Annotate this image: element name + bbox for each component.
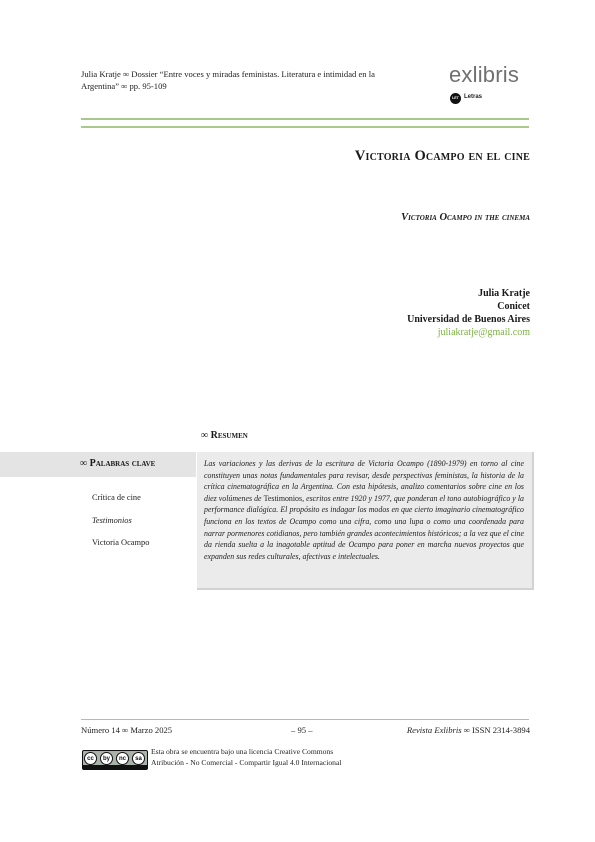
logo-subtitle: Letras (464, 94, 483, 100)
nc-icon: nc (116, 752, 129, 765)
cc-icon: cc (84, 752, 97, 765)
author-affiliation-2: Universidad de Buenos Aires (407, 314, 530, 325)
keyword-item: Crítica de cine (92, 493, 141, 502)
keyword-item: Victoria Ocampo (92, 538, 150, 547)
header-citation (81, 69, 411, 92)
license-text (151, 746, 341, 768)
article-title: Victoria Ocampo en el cine (354, 148, 530, 164)
journal-logo (445, 62, 535, 112)
author-affiliation-1: Conicet (497, 301, 530, 312)
header-divider-top (81, 118, 529, 120)
cc-badge-strip (83, 765, 147, 769)
author-name: Julia Kratje (478, 288, 530, 299)
letras-badge-icon: LET (450, 93, 461, 104)
citation-line-1: Julia Kratje ∞ Dossier “Entre voces y miradas feministas. Literatura e intimidad en la (81, 69, 375, 79)
author-email-link[interactable]: juliakratje@gmail.com (437, 327, 530, 338)
footer-divider (81, 719, 529, 720)
by-icon: by (100, 752, 113, 765)
abstract-text-testimonios: Testimonios (263, 493, 303, 503)
footer-page-number: – 95 – (291, 725, 313, 735)
footer-issn: ∞ ISSN 2314-3894 (461, 725, 530, 735)
creative-commons-badge[interactable] (82, 750, 148, 770)
abstract-heading: ∞ Resumen (201, 430, 248, 441)
keyword-item: Testimonios (92, 516, 132, 525)
footer-issue: Número 14 ∞ Marzo 2025 (81, 725, 173, 735)
license-line-1: Esta obra se encuentra bajo una licencia Creative Commons (151, 747, 334, 756)
citation-line-2: Argentina” ∞ pp. 95-109 (81, 80, 167, 91)
sa-icon: sa (132, 752, 145, 765)
author-block (407, 287, 530, 339)
header-divider-bottom (81, 126, 529, 128)
article-subtitle: Victoria Ocampo in the cinema (401, 212, 530, 223)
license-line-2: Atribución - No Comercial - Compartir Igual 4.0 Internacional (151, 758, 342, 767)
footer-journal (407, 725, 530, 735)
abstract-text-part-1: Las variaciones y las derivas de la escritura de Victoria Ocampo (1890-1979) en torno al cine constituyen unas notas fundamentales para revisar, desde perspectivas feministas, la historia de la crítica cinematográfica en la Argentina. Con esta hipótesis, analizo comentarios sobre cine en los diez volúmenes de (204, 459, 524, 503)
keywords-heading: ∞ Palabras clave (80, 458, 156, 469)
logo-wordmark: exlibris (449, 62, 520, 87)
footer-journal-name: Revista Exlibris (406, 725, 462, 735)
abstract-text-part-2: , escritos entre 1920 y 1977, que ponderan el tono autobiográfico y la performance dialógica. El propósito es indagar los modos en que cierto imaginario cinematográfico funciona en los textos de Ocampo como una cifra, como una lupa o como una coordenada para narrar pormenores cotidianos, pero también grandes acontecimientos históricos; a la vez que el cine da rienda suelta a la inagotable aptitud de Ocampo para poner en marcha nuevos proyectos que expanden sus redes culturales, afectivas e intelectuales. (204, 493, 524, 561)
abstract-text (204, 458, 524, 562)
